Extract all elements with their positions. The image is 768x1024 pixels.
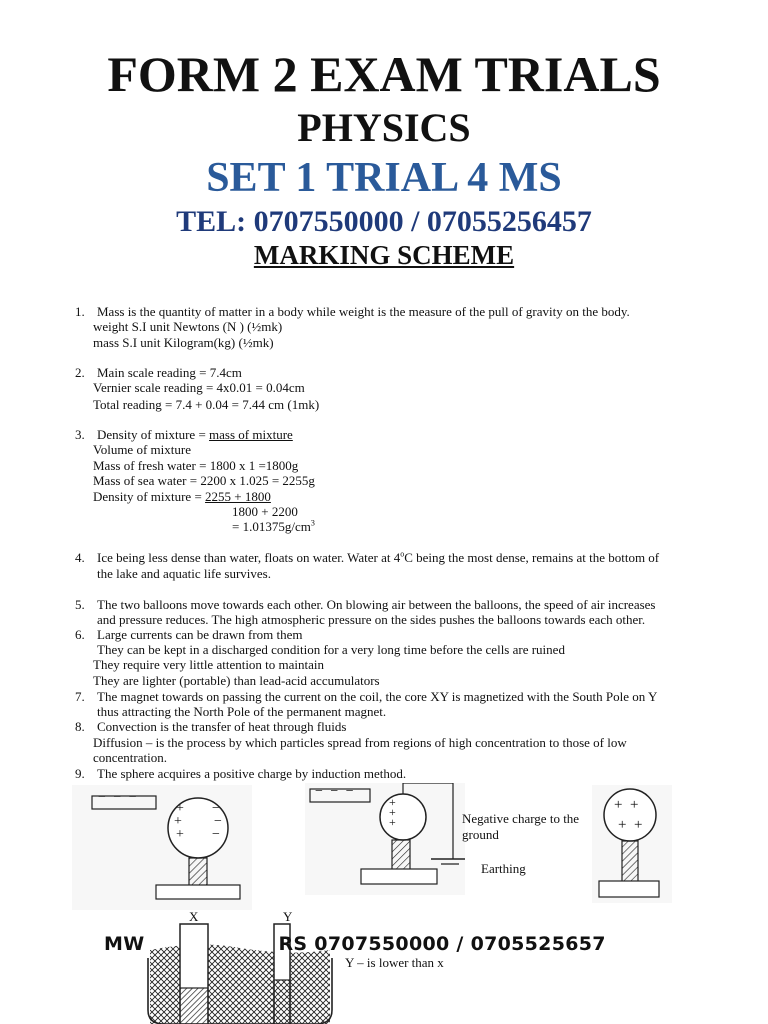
q6-line: They require very little attention to maintain: [93, 657, 325, 672]
q3-number: 3.: [75, 427, 85, 442]
q9-number: 9.: [75, 766, 85, 781]
plus-charge: +: [614, 797, 623, 813]
subject-heading: PHYSICS: [297, 105, 471, 150]
q2-line: Total reading = 7.4 + 0.04 = 7.44 cm (1mk): [93, 397, 320, 412]
q1-line: weight S.I unit Newtons (N ) (½mk): [93, 319, 283, 334]
q3-line: Mass of fresh water = 1800 x 1 =1800g: [93, 458, 299, 473]
q8-line: Diffusion – is the process by which particles spread from regions of high concentration to those of low: [93, 735, 627, 750]
q8-line: concentration.: [93, 750, 167, 765]
q1-line: Mass is the quantity of matter in a body while weight is the measure of the pull of gravity on the body.: [97, 304, 630, 319]
q8-line: Convection is the transfer of heat through fluids: [97, 719, 347, 734]
plus-charge: +: [634, 817, 643, 833]
q6-number: 6.: [75, 627, 85, 642]
plus-charge: +: [176, 801, 184, 816]
rod-charges-1: − − −: [98, 790, 139, 805]
q7-line: thus attracting the North Pole of the permanent magnet.: [97, 704, 387, 719]
q2-line: Main scale reading = 7.4cm: [97, 365, 242, 380]
capillary-drawing: [140, 910, 340, 1024]
metal-sphere-2: [380, 794, 426, 840]
q1-line: mass S.I unit Kilogram(kg) (½mk): [93, 335, 274, 350]
q3-formula: Density of mixture = mass of mixture: [97, 427, 293, 442]
base-2: [361, 869, 437, 884]
q3-calculation: Density of mixture = 2255 + 1800: [93, 489, 271, 504]
q7-line: The magnet towards on passing the current on the coil, the core XY is magnetized with the South Pole on Y: [97, 689, 658, 704]
liquid: [150, 944, 330, 1024]
tube-y-liquid: [274, 980, 290, 1024]
q3-result: = $1.01375g/cm^3$: [232, 518, 315, 534]
tube-x-liquid: [180, 988, 208, 1024]
q4-number: 4.: [75, 550, 85, 565]
set-heading: SET 1 TRIAL 4 MS: [206, 155, 562, 201]
q5-number: 5.: [75, 597, 85, 612]
plus-charge: +: [389, 815, 396, 829]
induction-figure-step2: [305, 783, 465, 895]
earthing-label: Earthing: [481, 861, 526, 876]
q3-line: Mass of sea water = 2200 x 1.025 = 2255g: [93, 473, 315, 488]
document-title: FORM 2 EXAM TRIALS: [107, 46, 661, 102]
negative-charge-label: ground: [462, 827, 499, 842]
minus-charge: −: [212, 801, 220, 816]
plus-charge: +: [176, 827, 184, 842]
telephone-heading: TEL: 0707550000 / 07055256457: [176, 205, 592, 238]
q5-line: and pressure reduces. The high atmospheric pressure on the sides pushes the balloons towards each other.: [97, 612, 646, 627]
minus-charge: −: [212, 827, 220, 842]
q6-line: They are lighter (portable) than lead-acid accumulators: [93, 673, 380, 688]
rod-charges-2: − − −: [315, 784, 356, 799]
q2-line: Vernier scale reading = 4x0.01 = 0.04cm: [93, 380, 305, 395]
q4-line: Ice being less dense than water, floats on water. Water at 4$^o$C being the most dense, remains at the bottom of: [97, 549, 660, 565]
footer-contact: MW RS 0707550000 / 0705525657: [104, 933, 606, 955]
q2-number: 2.: [75, 365, 85, 380]
q4-line: the lake and aquatic life survives.: [97, 566, 271, 581]
plus-charge: +: [389, 795, 396, 809]
induction-figure-step3: [592, 785, 672, 903]
induction-figure-step1: [72, 785, 252, 910]
q3-line: 1800 + 2200: [232, 504, 298, 519]
q7-number: 7.: [75, 689, 85, 704]
base-1: [156, 885, 240, 899]
base-3: [599, 881, 659, 897]
plus-charge: +: [389, 805, 396, 819]
q5-line: The two balloons move towards each other. On blowing air between the balloons, the speed of air increases: [97, 597, 656, 612]
insulating-stand-3: [622, 841, 638, 883]
tube-x-label: X: [189, 909, 199, 924]
tube-y-label: Y: [283, 909, 293, 924]
minus-charge: −: [214, 814, 222, 829]
q8-number: 8.: [75, 719, 85, 734]
q9-line: The sphere acquires a positive charge by induction method.: [97, 766, 407, 781]
capillary-figure: [140, 910, 340, 1024]
plus-charge: +: [630, 797, 639, 813]
q1-number: 1.: [75, 304, 85, 319]
y-lower-note: Y – is lower than x: [345, 955, 444, 970]
marking-scheme-heading: MARKING SCHEME: [253, 240, 515, 270]
negative-charge-label: Negative charge to the: [462, 811, 580, 826]
plus-charge: +: [174, 814, 182, 829]
q6-line: They can be kept in a discharged condition for a very long time before the cells are ruined: [97, 642, 565, 657]
q3-line: Volume of mixture: [93, 442, 191, 457]
q6-line: Large currents can be drawn from them: [97, 627, 303, 642]
plus-charge: +: [618, 817, 627, 833]
